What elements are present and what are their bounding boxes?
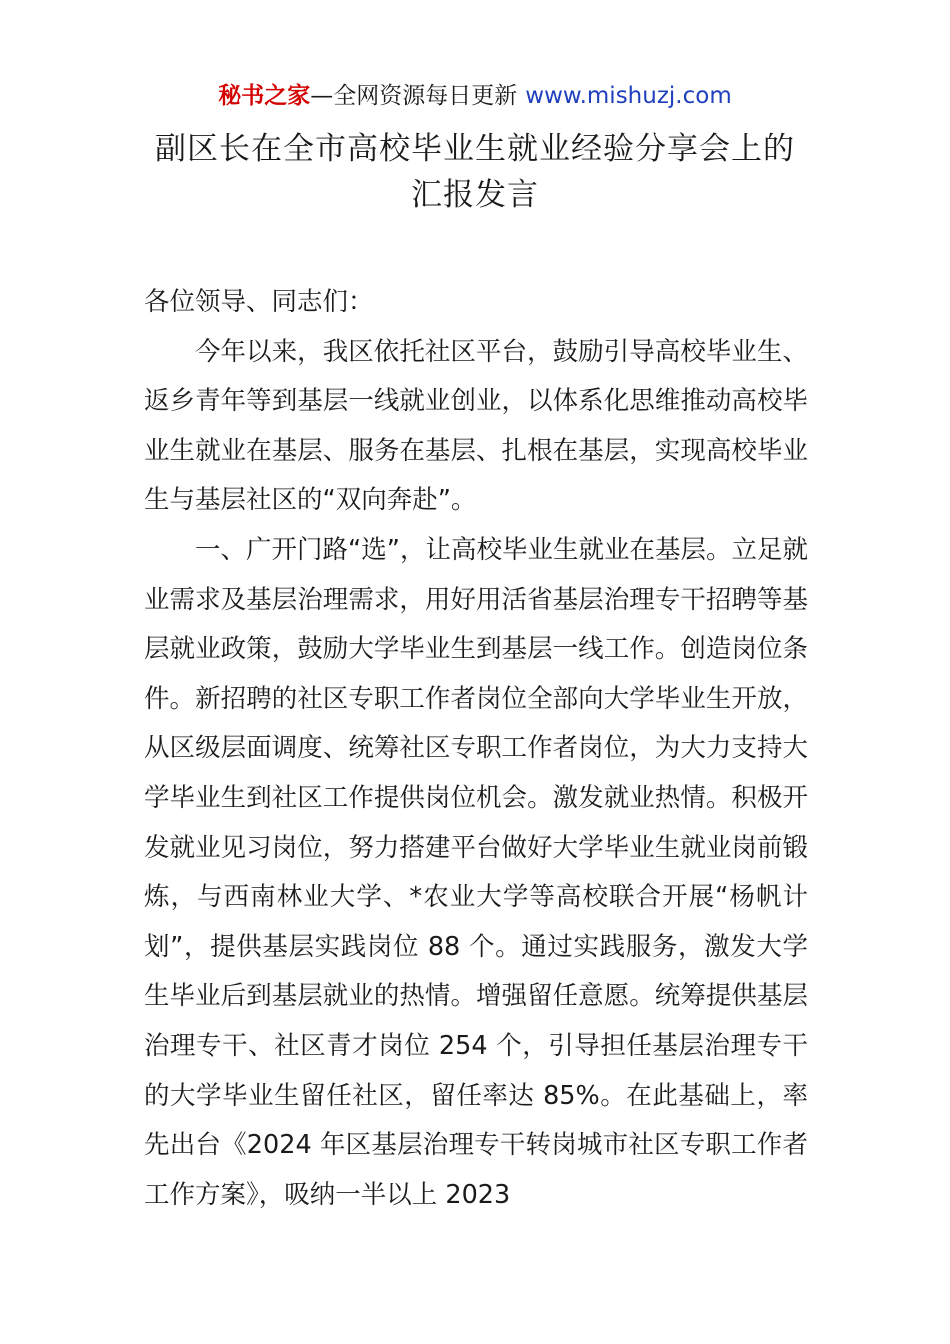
title-line-2: 汇报发言 <box>411 177 539 213</box>
salutation: 各位领导、同志们： <box>144 287 374 317</box>
document-body <box>144 278 808 1220</box>
site-tagline: —全网资源每日更新 <box>310 83 518 109</box>
paragraph-section-1: 一、广开门路“选”，让高校毕业生就业在基层。立足就业需求及基层治理需求，用好用活省基层治理专干招聘等基层就业政策，鼓励大学毕业生到基层一线工作。创造岗位条件。新招聘的社区专职工作者岗位全部向大学毕业生开放，从区级层面调度、统筹社区专职工作者岗位，为大力支持大学毕业生到社区工作提供岗位机会。激发就业热情。积极开发就业见习岗位，努力搭建平台做好大学毕业生就业岗前锻炼，与西南林业大学、*农业大学等高校联合开展“杨帆计划”，提供基层实践岗位 88 个。通过实践服务，激发大学生毕业后到基层就业的热情。增强留任意愿。统筹提供基层治理专干、社区青才岗位 254 个，引导担任基层治理专干的大学毕业生留任社区，留任率达 85%。在此基础上，率先出台《2024 年区基层治理专干转岗城市社区专职工作者工作方案》，吸纳一半以上 2023 <box>144 534 808 1210</box>
title-line-1: 副区长在全市高校毕业生就业经验分享会上的 <box>155 131 795 167</box>
site-brand: 秘书之家 <box>218 83 311 109</box>
paragraph-intro: 今年以来，我区依托社区平台，鼓励引导高校毕业生、返乡青年等到基层一线就业创业，以体系化思维推动高校毕业生就业在基层、服务在基层、扎根在基层，实现高校毕业生与基层社区的“双向奔赴”。 <box>144 336 808 516</box>
site-url-link[interactable]: www.mishuzj.com <box>525 83 732 109</box>
site-header <box>0 80 950 112</box>
document-title <box>120 126 830 218</box>
